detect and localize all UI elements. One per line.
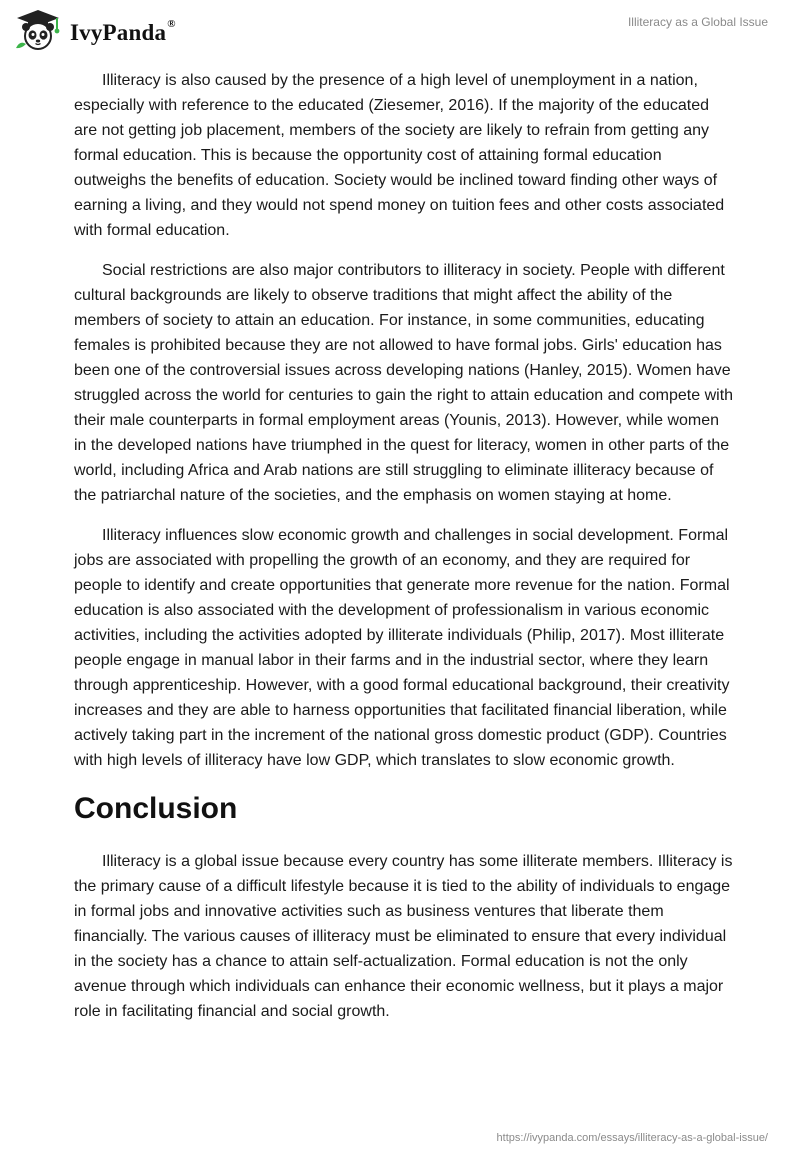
paragraph-economic-growth: Illiteracy influences slow economic growth and challenges in social development. Formal jobs are associated with propelling the growth of an economy, and they are required for people to identify and create opportunities that generate more revenue for the nation. Formal education is also associated with the development of professionalism in various economic activities, including the activities adopted by illiterate individuals (Philip, 2017). Most illiterate people engage in manual labor in their farms and in the industrial sector, where they learn through apprenticeship. However, with a good formal educational background, their creativity increases and they are able to harness opportunities that facilitated financial liberation, while actively taking part in the increment of the national gross domestic product (GDP). Countries with high levels of illiteracy have low GDP, which translates to slow economic growth. [74, 527, 730, 769]
running-title: Illiteracy as a Global Issue [627, 15, 768, 29]
essay-body [74, 68, 734, 1039]
paragraph-social-restrictions: Social restrictions are also major contributors to illiteracy in society. People with different cultural backgrounds are likely to observe traditions that might affect the ability of the members of society to attain an education. For instance, in some communities, educating females is prohibited because they are not allowed to have formal jobs. Girls' education has been one of the controversial issues across developing nations (Hanley, 2015). Women have struggled across the world for centuries to gain the right to attain education and compete with their male counterparts in formal employment areas (Younis, 2013). However, while women in the developed nations have triumphed in the quest for literacy, women in other parts of the world, including Africa and Arab nations are still struggling to eliminate illiteracy because of the patriarchal nature of the societies, and the emphasis on women staying at home. [74, 262, 734, 504]
conclusion-heading: Conclusion [74, 792, 238, 825]
footer-url-link[interactable]: https://ivypanda.com/essays/illiteracy-as-a-global-issue/ [496, 1132, 768, 1144]
page-header [0, 0, 800, 60]
panda-graduation-cap-icon [14, 8, 62, 52]
paragraph-conclusion: Illiteracy is a global issue because every country has some illiterate members. Illiteracy is the primary cause of a difficult lifestyle because it is tied to the ability of individuals to engage in formal jobs and innovative activities such as business ventures that liberate them financially. The various causes of illiteracy must be eliminated to ensure that every individual in the society has a chance to attain self-actualization. Formal education is not the only avenue through which individuals can enhance their economic wellness, but it plays a major role in facilitating financial and social growth. [74, 853, 733, 1020]
paragraph-unemployment: Illiteracy is also caused by the presence of a high level of unemployment in a nation, especially with reference to the educated (Ziesemer, 2016). If the majority of the educated are not getting job placement, members of the society are likely to refrain from getting any formal education. This is because the opportunity cost of attaining formal education outweighs the benefits of education. Society would be inclined toward finding other ways of earning a living, and they would not spend money on tuition fees and other costs associated with formal education. [74, 72, 725, 239]
ivypanda-logo[interactable] [14, 8, 176, 52]
brand-text: IvyPanda [70, 19, 167, 45]
registered-mark: ® [167, 17, 176, 30]
brand-name [70, 17, 176, 45]
